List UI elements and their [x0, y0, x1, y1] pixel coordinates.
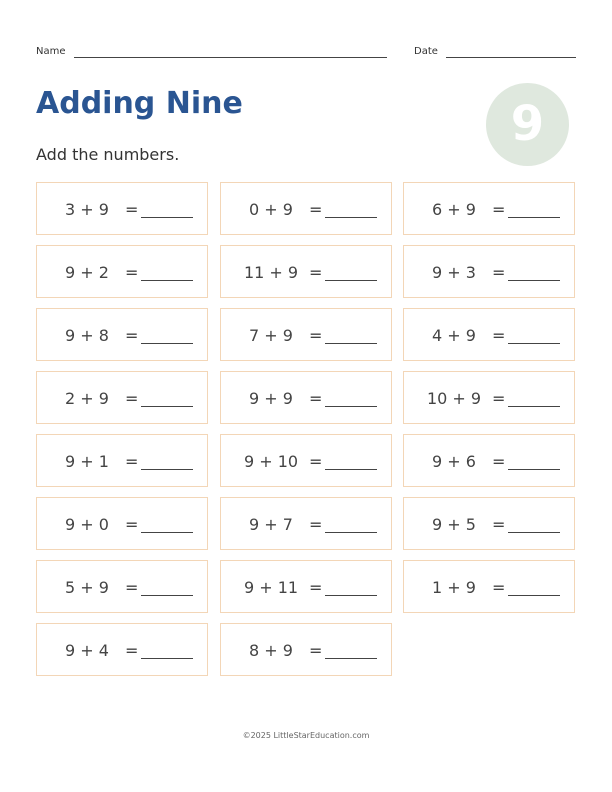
problem-expression: 9 + 11	[243, 578, 299, 597]
answer-blank[interactable]	[141, 406, 193, 407]
answer-blank[interactable]	[141, 658, 193, 659]
problem-cell	[403, 308, 575, 361]
equals-sign: =	[125, 263, 139, 282]
answer-blank[interactable]	[141, 532, 193, 533]
problem-cell	[36, 182, 208, 235]
answer-blank[interactable]	[508, 532, 560, 533]
problem-cell	[220, 182, 392, 235]
problem-grid	[36, 182, 576, 678]
equals-sign: =	[125, 452, 139, 471]
answer-blank[interactable]	[325, 343, 377, 344]
problem-expression: 4 + 9	[432, 326, 476, 345]
problem-cell	[36, 434, 208, 487]
equals-sign: =	[309, 452, 323, 471]
equals-sign: =	[125, 326, 139, 345]
answer-blank[interactable]	[325, 217, 377, 218]
problem-expression: 9 + 9	[249, 389, 293, 408]
date-field[interactable]	[446, 57, 576, 58]
equals-sign: =	[309, 578, 323, 597]
answer-blank[interactable]	[508, 280, 560, 281]
problem-cell	[403, 434, 575, 487]
answer-blank[interactable]	[141, 217, 193, 218]
answer-blank[interactable]	[508, 217, 560, 218]
problem-expression: 0 + 9	[249, 200, 293, 219]
equals-sign: =	[125, 515, 139, 534]
problem-expression: 11 + 9	[243, 263, 299, 282]
equals-sign: =	[309, 263, 323, 282]
answer-blank[interactable]	[325, 532, 377, 533]
equals-sign: =	[492, 326, 506, 345]
answer-blank[interactable]	[508, 469, 560, 470]
answer-blank[interactable]	[141, 469, 193, 470]
problem-expression: 9 + 8	[65, 326, 109, 345]
problem-expression: 9 + 7	[249, 515, 293, 534]
answer-blank[interactable]	[325, 406, 377, 407]
equals-sign: =	[309, 200, 323, 219]
name-field[interactable]	[74, 57, 387, 58]
problem-cell	[36, 245, 208, 298]
answer-blank[interactable]	[325, 595, 377, 596]
footer-copyright: ©2025 LittleStarEducation.com	[242, 731, 370, 740]
equals-sign: =	[492, 452, 506, 471]
problem-cell	[220, 623, 392, 676]
equals-sign: =	[125, 200, 139, 219]
equals-sign: =	[492, 263, 506, 282]
problem-cell	[403, 560, 575, 613]
problem-cell	[220, 245, 392, 298]
problem-cell	[403, 245, 575, 298]
answer-blank[interactable]	[508, 595, 560, 596]
problem-expression: 9 + 0	[65, 515, 109, 534]
answer-blank[interactable]	[508, 343, 560, 344]
problem-cell	[220, 434, 392, 487]
problem-cell	[403, 182, 575, 235]
equals-sign: =	[309, 641, 323, 660]
problem-cell	[403, 371, 575, 424]
problem-expression: 9 + 4	[65, 641, 109, 660]
problem-expression: 5 + 9	[65, 578, 109, 597]
answer-blank[interactable]	[141, 595, 193, 596]
equals-sign: =	[125, 641, 139, 660]
answer-blank[interactable]	[325, 658, 377, 659]
problem-cell	[220, 308, 392, 361]
equals-sign: =	[492, 200, 506, 219]
page-title: Adding Nine	[36, 86, 243, 121]
problem-expression: 9 + 6	[432, 452, 476, 471]
problem-expression: 3 + 9	[65, 200, 109, 219]
problem-cell	[403, 497, 575, 550]
answer-blank[interactable]	[141, 343, 193, 344]
equals-sign: =	[125, 389, 139, 408]
equals-sign: =	[309, 326, 323, 345]
date-label: Date	[414, 46, 438, 57]
problem-cell	[36, 623, 208, 676]
answer-blank[interactable]	[141, 280, 193, 281]
problem-cell	[220, 560, 392, 613]
answer-blank[interactable]	[325, 469, 377, 470]
problem-expression: 6 + 9	[432, 200, 476, 219]
problem-expression: 10 + 9	[426, 389, 482, 408]
number-badge: 9	[486, 83, 569, 166]
problem-expression: 1 + 9	[432, 578, 476, 597]
problem-expression: 9 + 1	[65, 452, 109, 471]
problem-expression: 2 + 9	[65, 389, 109, 408]
problem-cell	[220, 371, 392, 424]
problem-expression: 7 + 9	[249, 326, 293, 345]
problem-expression: 8 + 9	[249, 641, 293, 660]
answer-blank[interactable]	[508, 406, 560, 407]
problem-cell	[36, 560, 208, 613]
equals-sign: =	[309, 389, 323, 408]
equals-sign: =	[309, 515, 323, 534]
problem-expression: 9 + 5	[432, 515, 476, 534]
problem-expression: 9 + 10	[243, 452, 299, 471]
problem-cell	[36, 308, 208, 361]
equals-sign: =	[492, 578, 506, 597]
equals-sign: =	[492, 389, 506, 408]
problem-cell	[36, 497, 208, 550]
problem-expression: 9 + 2	[65, 263, 109, 282]
problem-cell	[36, 371, 208, 424]
answer-blank[interactable]	[325, 280, 377, 281]
equals-sign: =	[125, 578, 139, 597]
name-label: Name	[36, 46, 66, 57]
problem-cell	[220, 497, 392, 550]
problem-expression: 9 + 3	[432, 263, 476, 282]
instructions: Add the numbers.	[36, 145, 180, 164]
equals-sign: =	[492, 515, 506, 534]
